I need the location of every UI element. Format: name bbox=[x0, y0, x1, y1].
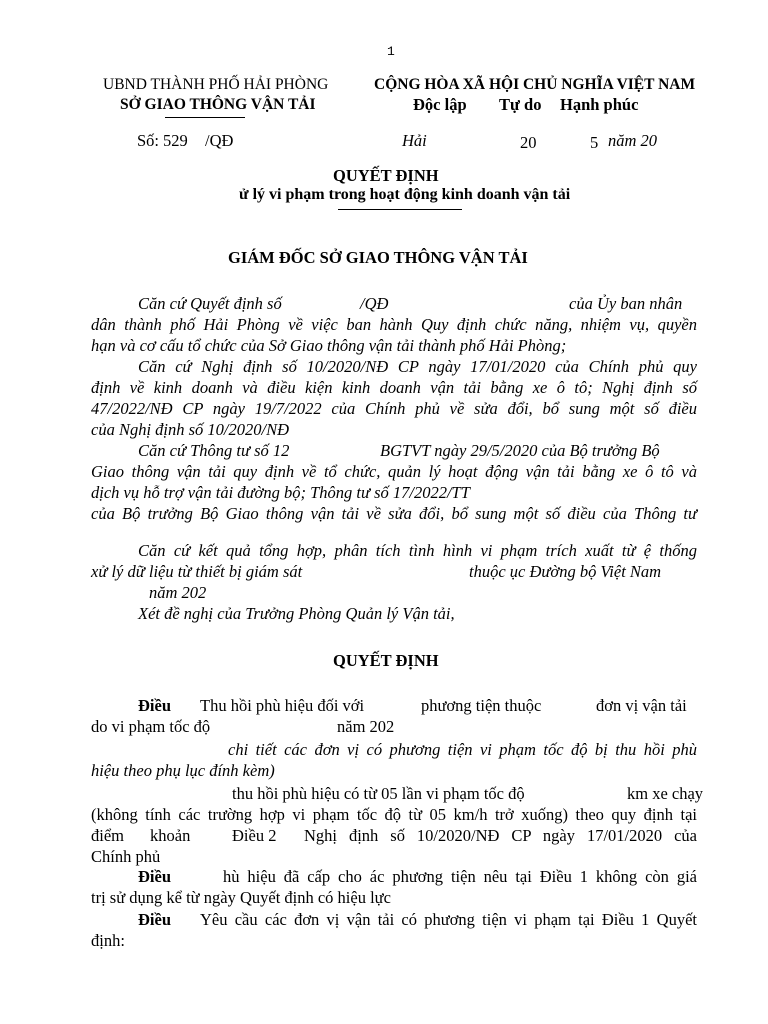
article1-line1-part2: phương tiện thuộc bbox=[421, 696, 542, 715]
doc-number-value: 529 bbox=[163, 131, 188, 150]
issuing-authority: GIÁM ĐỐC SỞ GIAO THÔNG VẬN TẢI bbox=[228, 248, 528, 267]
page-number: 1 bbox=[387, 44, 395, 59]
article1-line1-part3: đơn vị vận tải bbox=[596, 696, 687, 715]
basis4-line3: năm 202 bbox=[149, 583, 207, 602]
basis3-line3: dịch vụ hỗ trợ vận tải đường bộ; Thông tư số 17/2022/TT bbox=[91, 483, 470, 502]
article3-line1: Yêu cầu các đơn vị vận tải có phương tiện vi phạm tại Điều 1 Quyết bbox=[200, 910, 697, 929]
date-place: Hải bbox=[402, 131, 427, 150]
basis2-line4: của Nghị định số 10/2020/NĐ bbox=[91, 420, 290, 439]
date-day: 20 bbox=[520, 133, 537, 152]
doc-number-suffix: /QĐ bbox=[205, 131, 234, 150]
basis3-part2: BGTVT ngày 29/5/2020 của Bộ trưởng Bộ bbox=[380, 441, 660, 460]
basis3-part1: Căn cứ Thông tư số 12 bbox=[138, 441, 290, 460]
article1-line6: (không tính các trường hợp vi phạm tốc độ từ 05 km/h trở xuống) theo quy định tại bbox=[91, 805, 697, 824]
agency-name: SỞ GIAO THÔNG VẬN TẢI bbox=[120, 96, 316, 113]
article1-line7-part1: điểm bbox=[91, 826, 124, 845]
article1-line3: chi tiết các đơn vị có phương tiện vi phạm tốc độ bị thu hồi phù bbox=[228, 740, 697, 759]
article1-line5-part2: km xe chạy bbox=[627, 784, 704, 803]
basis2-line1: Căn cứ Nghị định số 10/2020/NĐ CP ngày 17/01/2020 của Chính phủ quy bbox=[138, 357, 697, 376]
article1-line1-part1: Thu hồi phù hiệu đối với bbox=[200, 696, 365, 715]
article1-line5-part1: thu hồi phù hiệu có từ 05 lần vi phạm tốc độ bbox=[232, 784, 525, 803]
basis2-line2: định về kinh doanh và điều kiện kinh doanh vận tải bằng xe ô tô; Nghị định số bbox=[91, 378, 697, 397]
motto-part3: Hạnh phúc bbox=[560, 95, 639, 114]
basis1-part3: của Ủy ban nhân bbox=[569, 294, 683, 313]
article1-line4: hiệu theo phụ lục đính kèm) bbox=[91, 761, 275, 780]
basis3-line2: Giao thông vận tải quy định về tổ chức, quản lý hoạt động vận tải bằng xe ô tô và bbox=[91, 462, 697, 481]
article3-label: Điều bbox=[138, 910, 171, 929]
article1-line2-part1: do vi phạm tốc độ bbox=[91, 717, 211, 736]
agency-parent: UBND THÀNH PHỐ HẢI PHÒNG bbox=[103, 76, 329, 93]
article1-line7-part3: Điều 2 bbox=[232, 826, 277, 845]
article1-label: Điều bbox=[138, 696, 171, 715]
title-underline bbox=[338, 209, 462, 210]
basis1-line3: hạn và cơ cấu tổ chức của Sở Giao thông vận tải thành phố Hải Phòng; bbox=[91, 336, 567, 355]
article1-line8: Chính phủ bbox=[91, 847, 161, 866]
basis4-line2-part2: thuộc ục Đường bộ Việt Nam bbox=[469, 562, 662, 581]
article1-line7-part2: khoản bbox=[150, 826, 191, 845]
article1-line7-part4: Nghị định số 10/2020/NĐ CP ngày 17/01/2020 của bbox=[304, 826, 697, 845]
doc-number-label: Số: bbox=[137, 131, 160, 150]
decision-heading: QUYẾT ĐỊNH bbox=[333, 651, 439, 670]
document-subject: ử lý vi phạm trong hoạt động kinh doanh vận tải bbox=[239, 186, 571, 203]
basis1-line2: dân thành phố Hải Phòng về việc ban hành Quy định chức năng, nhiệm vụ, quyền bbox=[91, 315, 697, 334]
basis1-part1: Căn cứ Quyết định số bbox=[138, 294, 282, 313]
article1-line2-part2: năm 202 bbox=[337, 717, 395, 736]
motto-part1: Độc lập bbox=[413, 95, 467, 114]
basis5-line1: Xét đề nghị của Trưởng Phòng Quản lý Vận tải, bbox=[138, 604, 455, 623]
date-month: 5 bbox=[590, 133, 599, 152]
article2-line1: hù hiệu đã cấp cho ác phương tiện nêu tại Điều 1 không còn giá bbox=[223, 867, 697, 886]
national-title: CỘNG HÒA XÃ HỘI CHỦ NGHĨA VIỆT NAM bbox=[374, 76, 696, 93]
date-year: năm 20 bbox=[608, 131, 658, 150]
basis4-line1: Căn cứ kết quả tổng hợp, phân tích tình hình vi phạm trích xuất từ ệ thống bbox=[138, 541, 697, 560]
document-title: QUYẾT ĐỊNH bbox=[333, 166, 439, 185]
basis4-line2-part1: xử lý dữ liệu từ thiết bị giám sát bbox=[91, 562, 303, 581]
basis3-line4: của Bộ trưởng Bộ Giao thông vận tải về sửa đổi, bổ sung một số điều của Thông tư bbox=[91, 504, 697, 523]
article2-label: Điều bbox=[138, 867, 171, 886]
article3-line2: định: bbox=[91, 931, 125, 950]
motto-part2: Tự do bbox=[499, 95, 542, 114]
basis2-line3: 47/2022/NĐ CP ngày 19/7/2022 của Chính phủ về sửa đổi, bổ sung một số điều bbox=[91, 399, 697, 418]
agency-underline bbox=[165, 117, 245, 118]
article2-line2: trị sử dụng kể từ ngày Quyết định có hiệu lực bbox=[91, 888, 391, 907]
basis1-part2: /QĐ bbox=[360, 294, 389, 313]
